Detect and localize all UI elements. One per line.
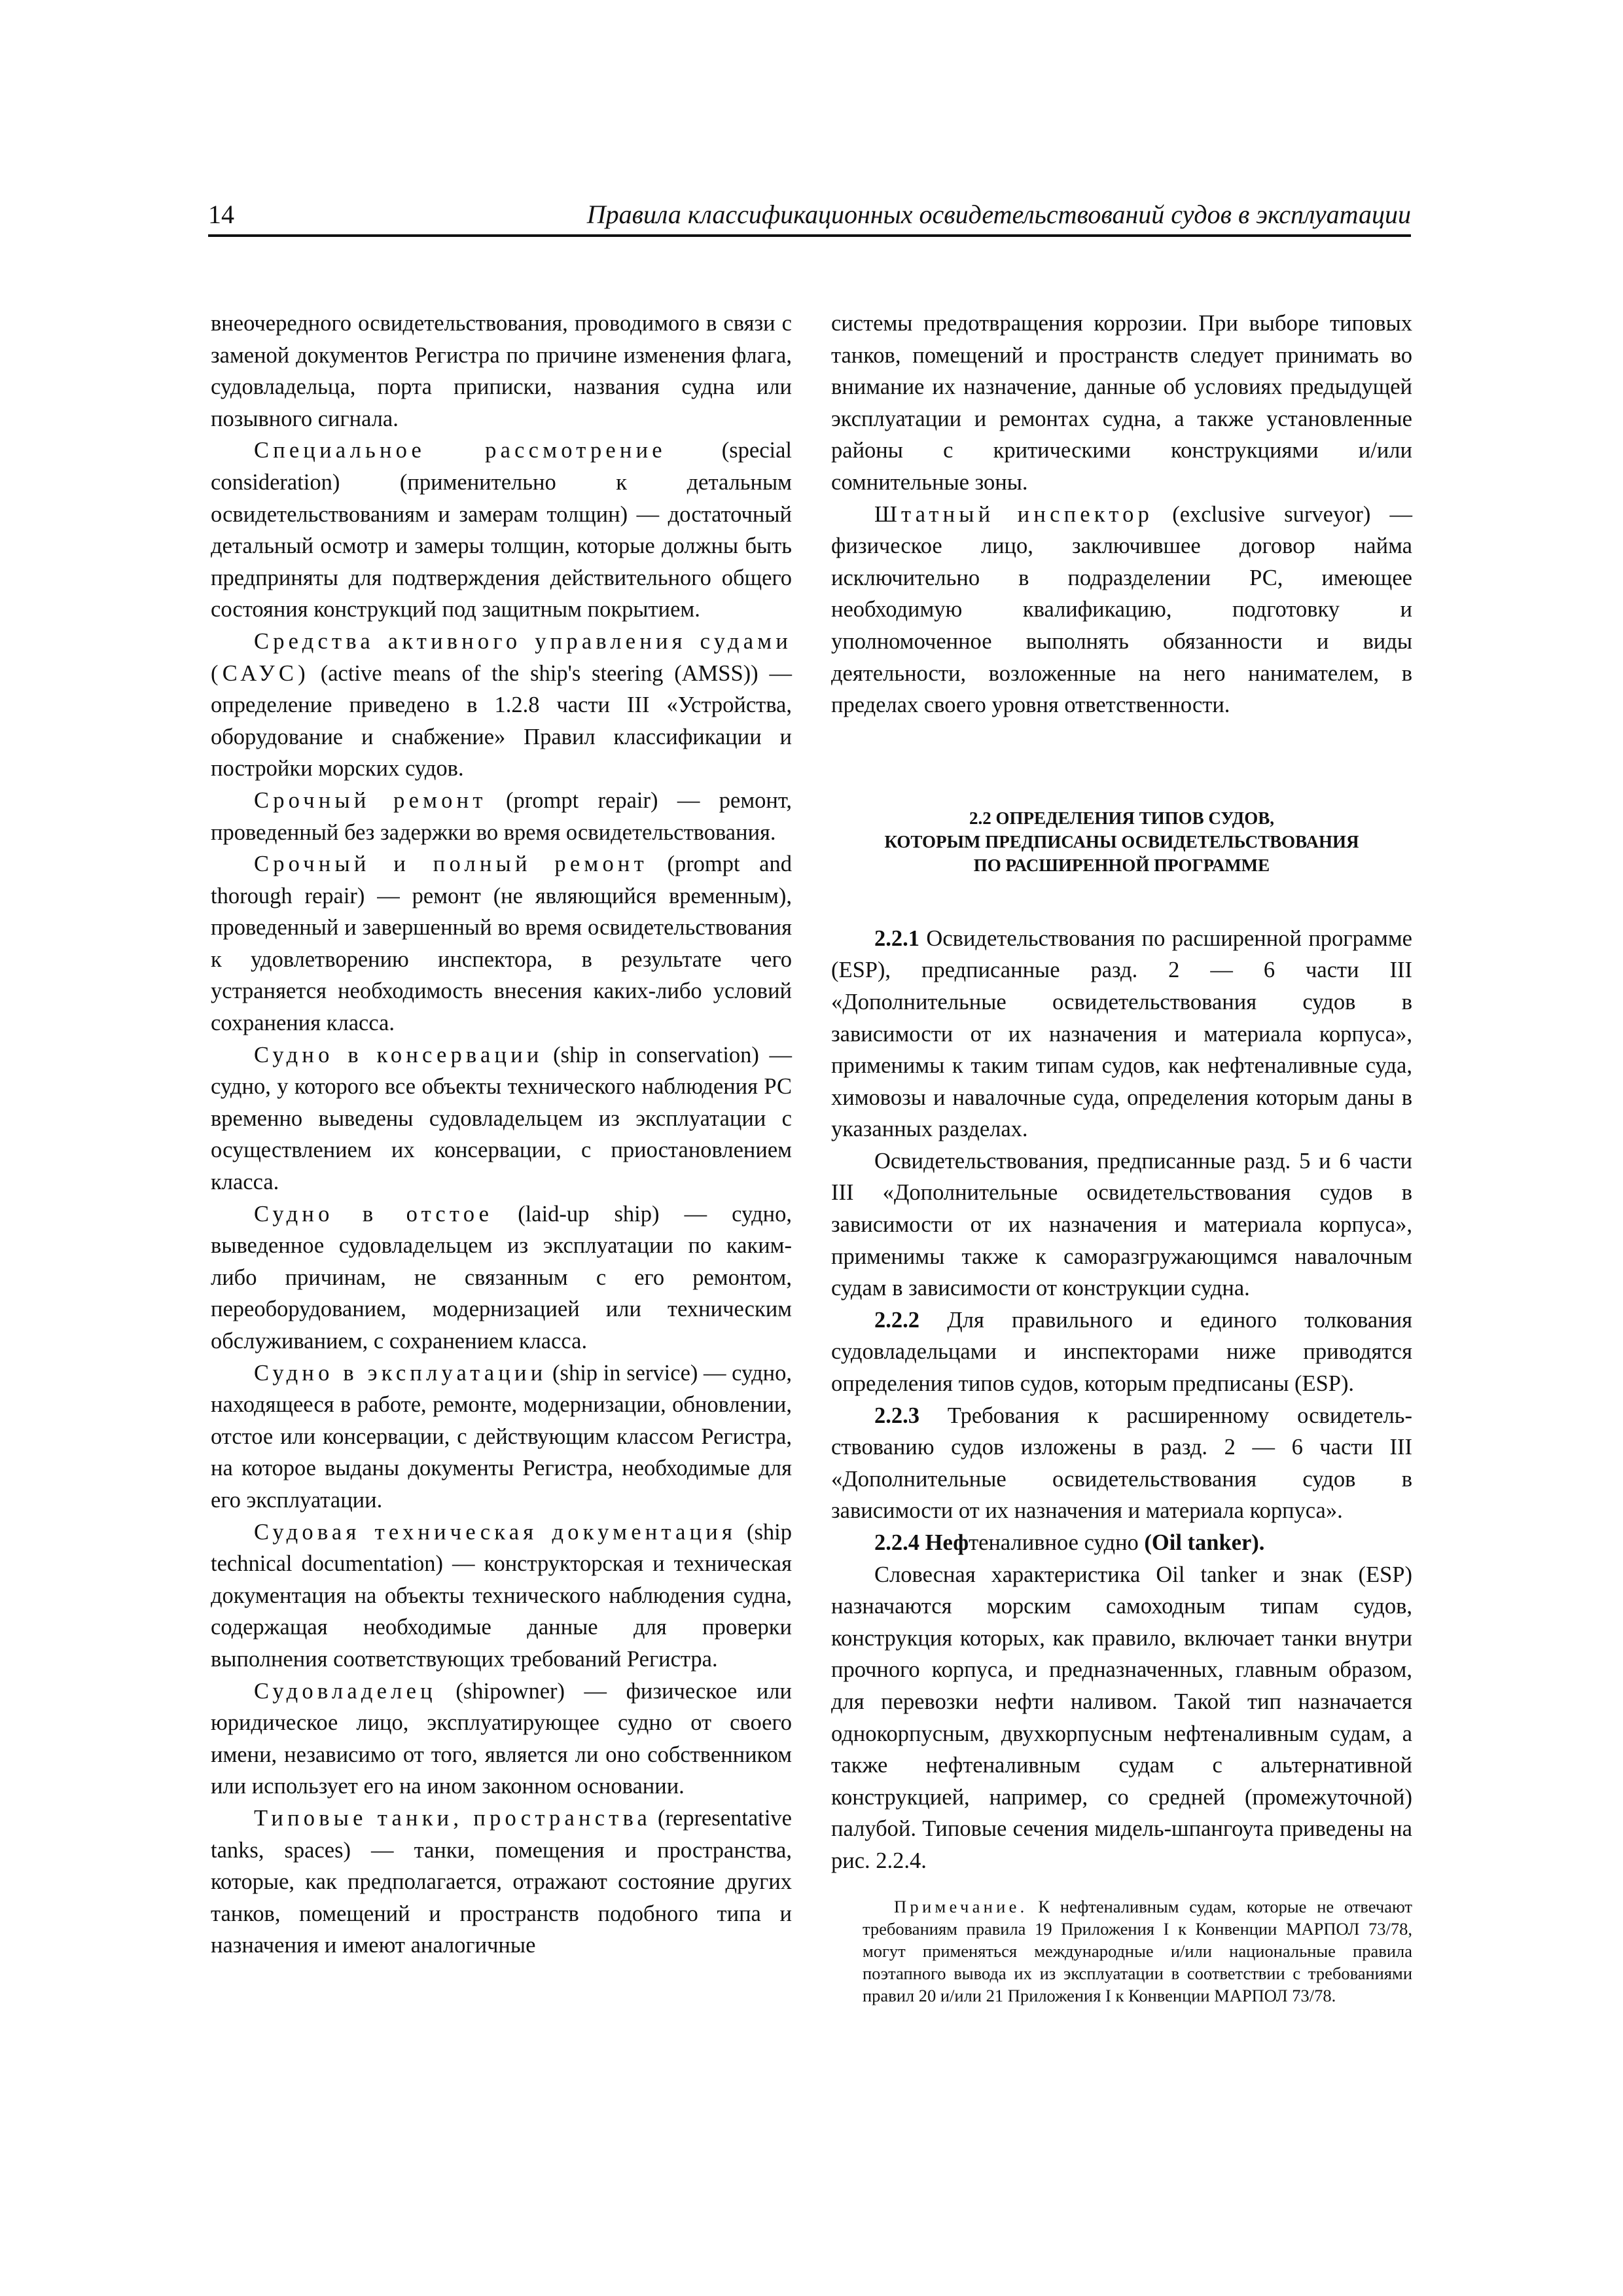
paragraph-number: 2.2.2: [874, 1307, 919, 1333]
paragraph-2-2-4-body: Словесная характеристика Oil tanker и знак (ESP) назначаются морским самоходным типам судов, конструкция которых, как правило, включает танки внутри прочного корпуса, и предназначенных, главным образом, для перевозки нефти наливом. Такой тип назначается однокорпусным, двухкорпусным нефтеналивным судам, а также нефтеналивным судам с альтернативной конструкцией, например, со средней (промежуточной) палубой. Типовые сечения мидель-шпангоута приведены на рис. 2.2.4.: [831, 1562, 1412, 1873]
definition-term: Судно в отстое: [254, 1201, 493, 1227]
definition-text: (special consideration) (применительно к детальным освидетельствованиям и замерам толщин) — достаточный детальный осмотр и замеры толщин, которые должны быть предприняты для подтверждения действительного общего состояния конструкций под защитным покрытием.: [211, 438, 792, 622]
definition-text: (prompt and thorough repair) — ремонт (не являющийся временным), проведенный и завершенный во время освидетельствования к удовлетворению инспектора, в результате чего устраняется необходимость внесения каких-либо условий сохранения класса.: [211, 852, 792, 1036]
definition-term: Судно в эксплуатации: [254, 1360, 547, 1386]
note-label: Примечание.: [894, 1896, 1028, 1916]
definition-representative-tanks: [211, 1803, 792, 1962]
note: [831, 1895, 1412, 2007]
definition-term: Судовладелец: [254, 1678, 437, 1704]
left-column: [211, 308, 792, 1962]
note-text: К нефтеналивным судам, которые не отвечают требованиям правила 19 Приложения I к Конвенции МАРПОЛ 73/78, могут применяться международные и/или национальные правила поэтапного вывода их из эксплуатации в соответствии с требованиями правил 20 и/или 21 Приложения I к Конвенции МАРПОЛ 73/78.: [863, 1896, 1412, 2005]
definition-term: Срочный ремонт: [254, 787, 487, 813]
section-heading-2-2: [831, 806, 1412, 877]
paragraph-number: 2.2.1: [874, 925, 919, 951]
definition-exclusive-surveyor: [831, 499, 1412, 721]
definition-shipowner: [211, 1676, 792, 1803]
paragraph-text: теналивное судно: [969, 1530, 1145, 1555]
definition-text: (ship technical documentation) — конструкторская и техническая документация на объекты технического наблюдения судна, содержащая необходимые данные для проверки выполнения соответствующих требований Регистра.: [211, 1519, 792, 1672]
definition-text: (representative tanks, spaces) — танки, помещения и пространства, которые, как предполагается, отражают состояние других танков, помещений и пространств подобного типа и назначения и имеют аналогичные: [211, 1805, 792, 1958]
paragraph-bold-text: Неф: [919, 1530, 969, 1555]
definition-ship-technical-documentation: [211, 1516, 792, 1676]
definition-text: (exclusive surveyor) — физическое лицо, заключившее договор найма исключительно в подразделении РС, имеющее необходимую квалификацию, подготовку и уполномоченное выполнять обязанности и виды деятельности, возложенные на него нанимателем, в пределах своего уровня ответственности.: [831, 501, 1413, 718]
page-header: [208, 198, 1411, 237]
definition-laid-up-ship: [211, 1198, 792, 1357]
section-heading-line: ПО РАСШИРЕННОЙ ПРОГРАММЕ: [973, 855, 1270, 875]
paragraph-text: Освидетельствования по расширенной программе (ESP), предписанные разд. 2 — 6 части III «Дополнительные освидетельствования судов в зависимости от их назначения и материала корпуса», применимы к таким типам судов, как нефтеналивные суда, химовозы и навалочные суда, определения которым даны в указанных разделах.: [831, 925, 1412, 1142]
paragraph-continuation: системы предотвращения коррозии. При выборе типовых танков, помещений и пространств следует принимать во внимание их назначение, данные об условиях предыдущей эксплуатации и ремонтах судна, а также установленные районы с критическими конструкциями и/или сомнительные зоны.: [831, 311, 1412, 495]
definition-text: (prompt repair) — ремонт, проведенный без задержки во время освидетельствования.: [211, 787, 792, 845]
paragraph-2-2-2: [831, 1304, 1412, 1400]
definition-text: (active means of the ship's steering (AMSS)) — определение приведено в 1.2.8 части III «Устройства, оборудование и снабжение» Правил классификации и постройки морских судов.: [211, 660, 792, 781]
definition-term: Судовая техническая документация: [254, 1519, 737, 1545]
definition-text: (shipowner) — физическое или юридическое лицо, эксплуатирующее судно от своего имени, независимо от того, является ли оно собственником или использует его на ином законном основании.: [211, 1678, 792, 1799]
paragraph-bold-text: (Oil tanker).: [1144, 1530, 1265, 1555]
definition-prompt-thorough-repair: [211, 848, 792, 1039]
definition-amss: [211, 626, 792, 785]
paragraph-number: 2.2.3: [874, 1403, 919, 1428]
section-heading-line: 2.2 ОПРЕДЕЛЕНИЯ ТИПОВ СУДОВ,: [969, 808, 1274, 828]
paragraph-number: 2.2.4: [874, 1530, 919, 1555]
paragraph-2-2-3: [831, 1400, 1412, 1527]
paragraph-text: Для правильного и единого толкования судовладельцами и инспекторами ниже приводятся определения типов судов, которым предписаны (ESP).: [831, 1307, 1412, 1397]
section-heading-line: КОТОРЫМ ПРЕДПИСАНЫ ОСВИДЕТЕЛЬСТВОВАНИЯ: [884, 831, 1359, 852]
paragraph-continuation: внеочередного освидетельствования, проводимого в связи с заменой документов Регистра по причине изменения флага, судовладельца, порта приписки, названия судна или позывного сигнала.: [211, 311, 792, 431]
definition-ship-in-conservation: [211, 1039, 792, 1198]
definition-term: Средства активного управления судами (САУС): [211, 628, 792, 686]
definition-prompt-repair: [211, 785, 792, 848]
definition-term: Специальное рассмотрение: [254, 438, 666, 463]
definition-term: Типовые танки, пространства: [254, 1805, 652, 1831]
paragraph-2-2-1: [831, 923, 1412, 1145]
definition-term: Судно в консервации: [254, 1042, 543, 1067]
paragraph-text: Требования к расширенному освидетельствованию судов изложены в разд. 2 — 6 части III «Дополнительные освидетельствования судов в зависимости от их назначения и материала корпуса».: [831, 1403, 1412, 1524]
definition-text: (ship in service) — судно, находящееся в работе, ремонте, модернизации, обновлении, отстое или консервации, с действующим классом Регистра, на которое выданы документы Регистра, необходимые для его эксплуатации.: [211, 1360, 792, 1513]
definition-text: (laid-up ship) — судно, выведенное судовладельцем из эксплуатации по каким-либо причинам, не связанным с его ремонтом, переоборудованием, модернизацией или техническим обслуживанием, с сохранением класса.: [211, 1201, 792, 1354]
paragraph-2-2-1-continued: Освидетельствования, предписанные разд. 5 и 6 части III «Дополнительные освидетельствования судов в зависимости от их назначения и материала корпуса», применимы также к саморазгружающимся навалочным судам в зависимости от конструкции судна.: [831, 1148, 1412, 1301]
definition-term: Штатный инспектор: [874, 501, 1154, 527]
page-number: 14: [208, 200, 234, 229]
right-column: [831, 308, 1412, 2007]
paragraph-2-2-4: [831, 1527, 1412, 1559]
running-title: Правила классификационных освидетельствований судов в эксплуатации: [586, 200, 1411, 229]
definition-text: (ship in conservation) — судно, у которого все объекты технического наблюдения РС временно выведены судовладельцем из эксплуатации с осуществлением их консервации, с приостановлением класса.: [211, 1042, 792, 1195]
definition-term: Срочный и полный ремонт: [254, 852, 648, 877]
definition-ship-in-service: [211, 1357, 792, 1516]
definition-special-consideration: [211, 435, 792, 626]
